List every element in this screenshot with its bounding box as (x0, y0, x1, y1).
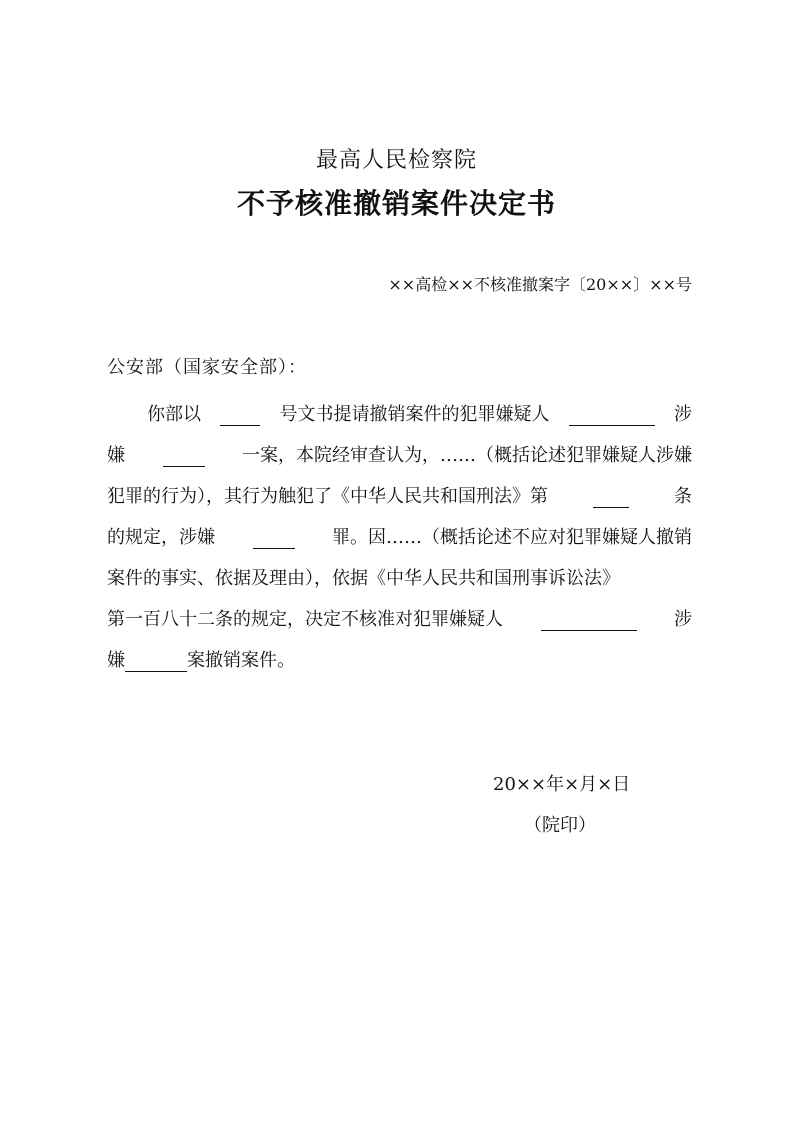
crime-name-blank (125, 649, 187, 672)
decision-date: 20××年×月×日 (493, 774, 631, 795)
document-number: ××高检××不核准撤案字〔20××〕××号 (388, 275, 692, 294)
body-line-3 (107, 476, 692, 517)
crime-name-blank (253, 526, 295, 549)
article-number-blank (593, 485, 629, 508)
body-paragraph (107, 394, 692, 681)
body-line-7 (107, 640, 692, 681)
body-line-4 (107, 517, 692, 558)
court-seal-label: （院印） (524, 815, 596, 836)
body-text-segment: 号文书提请撤销案件的犯罪嫌疑人 (279, 404, 550, 425)
body-line-2 (107, 435, 692, 476)
body-text-segment: 罪。因……（概括论述不应对犯罪嫌疑人撤销 (332, 527, 692, 548)
body-line-6 (107, 599, 692, 640)
body-text-segment: 案件的事实、依据及理由），依据《中华人民共和国刑事诉讼法》 (107, 568, 620, 589)
body-text-segment: 条 (674, 486, 692, 507)
crime-name-blank (163, 444, 205, 467)
body-text-segment: 犯罪的行为），其行为触犯了《中华人民共和国刑法》第 (107, 486, 548, 507)
suspect-name-blank (569, 403, 655, 426)
body-text-segment: 涉 (674, 609, 692, 630)
suspect-name-blank (541, 608, 637, 631)
body-text-segment: 你部以 (147, 404, 201, 425)
body-text-segment: 的规定，涉嫌 (107, 527, 215, 548)
body-line-5 (107, 558, 692, 599)
body-text-segment: 第一百八十二条的规定，决定不核准对犯罪嫌疑人 (107, 609, 503, 630)
body-text-segment: 嫌 (107, 650, 125, 671)
document-title: 不予核准撤销案件决定书 (236, 187, 556, 220)
addressee: 公安部（国家安全部）： (107, 357, 307, 378)
issuing-authority: 最高人民检察院 (315, 148, 477, 173)
body-text-segment: 涉 (674, 404, 692, 425)
body-text-segment: 嫌 (107, 445, 125, 466)
body-text-segment: 案撤销案件。 (187, 650, 295, 671)
body-text-segment: 一案，本院经审查认为，……（概括论述犯罪嫌疑人涉嫌 (242, 445, 692, 466)
doc-number-blank (220, 403, 260, 426)
body-line-1 (107, 394, 692, 435)
